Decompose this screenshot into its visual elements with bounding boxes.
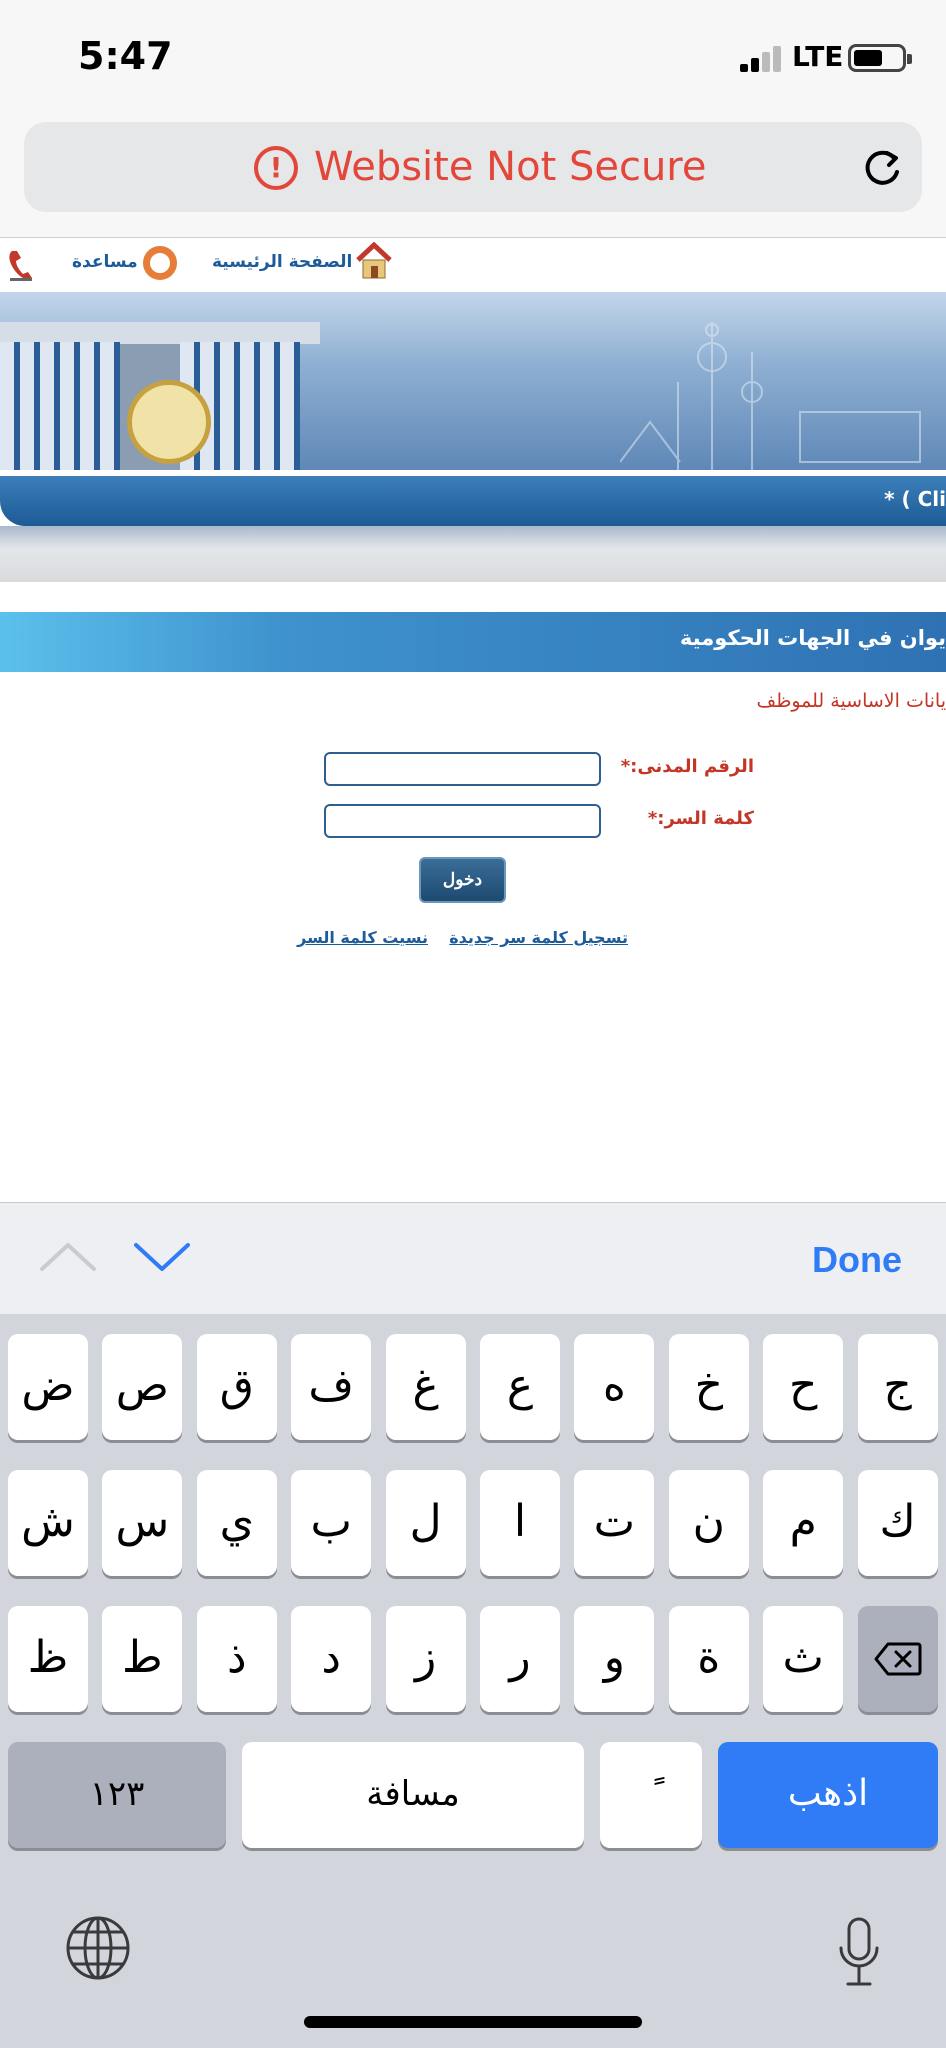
key-row2-9[interactable]: ك xyxy=(858,1470,938,1576)
password-label: كلمة السر:* xyxy=(647,808,754,829)
key-row1-3[interactable]: ف xyxy=(291,1334,371,1440)
status-bar xyxy=(0,0,946,112)
home-icon[interactable] xyxy=(356,242,392,280)
commission-seal-logo xyxy=(127,380,211,464)
warning-icon: ! xyxy=(254,146,298,190)
page-title-bar xyxy=(0,612,946,672)
marquee-text: * ( Cli xyxy=(884,487,946,511)
globe-icon[interactable] xyxy=(64,1914,132,1982)
site-banner xyxy=(0,292,946,470)
kuwait-towers-skyline xyxy=(620,302,946,470)
key-row3-0[interactable]: ظ xyxy=(8,1606,88,1712)
key-row1-1[interactable]: ص xyxy=(102,1334,182,1440)
page-subtitle: يانات الاساسية للموظف xyxy=(756,690,946,712)
browser-toolbar xyxy=(0,112,946,238)
password-field[interactable] xyxy=(324,804,601,838)
key-row2-3[interactable]: ب xyxy=(291,1470,371,1576)
key-row1-7[interactable]: خ xyxy=(669,1334,749,1440)
key-row3-5[interactable]: ر xyxy=(480,1606,560,1712)
address-bar[interactable] xyxy=(24,122,922,212)
key-row2-8[interactable]: م xyxy=(763,1470,843,1576)
key-row2-5[interactable]: ا xyxy=(480,1470,560,1576)
key-row2-0[interactable]: ش xyxy=(8,1470,88,1576)
key-row2-7[interactable]: ن xyxy=(669,1470,749,1576)
key-row1-9[interactable]: ج xyxy=(858,1334,938,1440)
status-time: 5:47 xyxy=(78,34,173,78)
key-row3-7[interactable]: ة xyxy=(669,1606,749,1712)
keyboard-accessory-bar xyxy=(0,1202,946,1314)
security-warning-text[interactable]: Website Not Secure xyxy=(314,144,707,190)
key-row3-4[interactable]: ز xyxy=(386,1606,466,1712)
key-row3-6[interactable]: و xyxy=(574,1606,654,1712)
key-row1-8[interactable]: ح xyxy=(763,1334,843,1440)
home-link[interactable]: الصفحة الرئيسية xyxy=(212,252,353,272)
diacritic-key[interactable] xyxy=(600,1742,702,1848)
civil-id-field[interactable] xyxy=(324,752,601,786)
key-row3-2[interactable]: ذ xyxy=(197,1606,277,1712)
numbers-key[interactable]: ١٢٣ xyxy=(8,1742,226,1848)
civil-id-label: الرقم المدنى:* xyxy=(620,756,754,777)
key-row2-4[interactable]: ل xyxy=(386,1470,466,1576)
done-button[interactable]: Done xyxy=(812,1239,902,1280)
key-row1-2[interactable]: ق xyxy=(197,1334,277,1440)
key-row2-1[interactable]: س xyxy=(102,1470,182,1576)
battery-icon xyxy=(848,44,906,72)
help-lifebuoy-icon[interactable] xyxy=(143,246,177,280)
register-password-link[interactable]: تسجيل كلمة سر جديدة xyxy=(449,928,628,947)
phone-icon[interactable] xyxy=(6,248,36,282)
banner-footer-strip xyxy=(0,526,946,582)
delete-key[interactable] xyxy=(858,1606,938,1712)
forgot-password-link[interactable]: نسيت كلمة السر xyxy=(297,928,428,947)
key-row1-6[interactable]: ه xyxy=(574,1334,654,1440)
key-row3-8[interactable]: ث xyxy=(763,1606,843,1712)
key-row1-4[interactable]: غ xyxy=(386,1334,466,1440)
key-row3-1[interactable]: ط xyxy=(102,1606,182,1712)
key-row2-2[interactable]: ي xyxy=(197,1470,277,1576)
key-row1-0[interactable]: ض xyxy=(8,1334,88,1440)
news-marquee xyxy=(0,476,946,526)
home-indicator[interactable] xyxy=(304,2016,642,2028)
page-title: يوان في الجهات الحكومية xyxy=(679,626,946,650)
help-link[interactable]: مساعدة xyxy=(72,252,138,272)
go-key[interactable]: اذهب xyxy=(718,1742,938,1848)
network-type: LTE xyxy=(792,40,844,73)
space-key[interactable]: مسافة xyxy=(242,1742,584,1848)
key-row1-5[interactable]: ع xyxy=(480,1334,560,1440)
login-button[interactable]: دخول xyxy=(419,857,506,903)
delete-backspace-icon xyxy=(874,1642,922,1676)
next-field-chevron-down-icon[interactable] xyxy=(132,1237,192,1277)
key-row3-3[interactable]: د xyxy=(291,1606,371,1712)
previous-field-chevron-up-icon[interactable] xyxy=(38,1237,98,1277)
cellular-signal-icon xyxy=(740,44,784,72)
site-nav xyxy=(0,238,946,292)
reload-icon[interactable] xyxy=(860,146,904,190)
microphone-icon[interactable] xyxy=(836,1916,882,1988)
key-row2-6[interactable]: ت xyxy=(574,1470,654,1576)
